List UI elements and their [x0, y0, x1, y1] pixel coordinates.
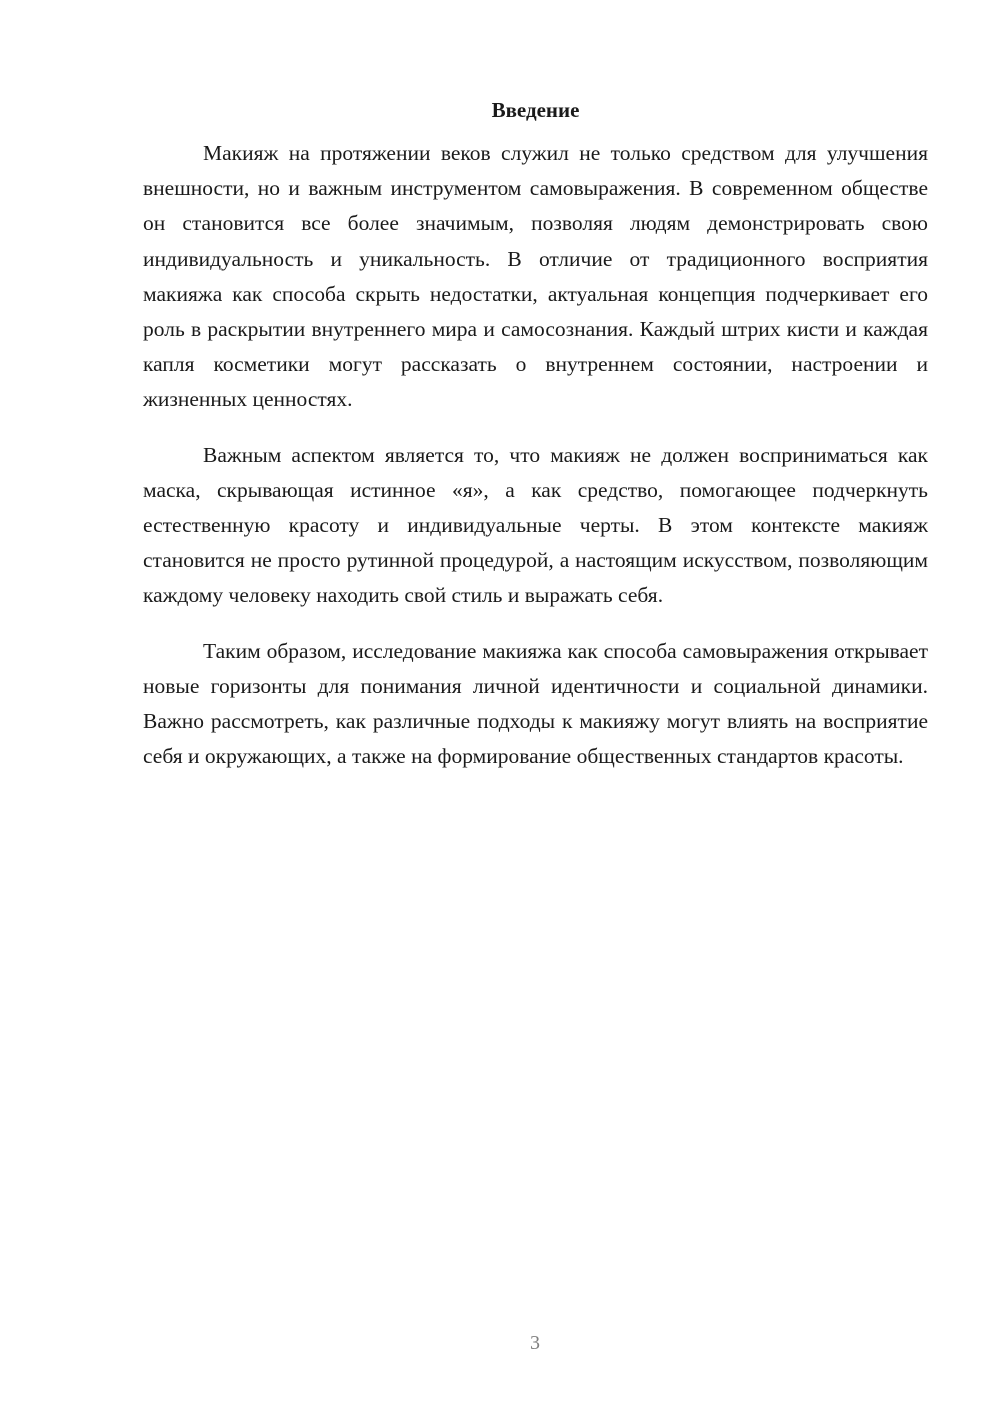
paragraph-2: Важным аспектом является то, что макияж не должен восприниматься как маска, скрывающая истинное «я», а как средство, помогающее подчеркнуть естественную красоту и индивидуальные черты. В этом контексте макияж становится не просто рутинной процедурой, а настоящим искусством, позволяющим каждому человеку находить свой стиль и выражать себя. [143, 442, 928, 608]
page-content [143, 92, 928, 794]
section-title: Введение [491, 98, 580, 122]
paragraph-1: Макияж на протяжении веков служил не только средством для улучшения внешности, но и важным инструментом самовыражения. В современном обществе он становится все более значимым, позволяя людям демонстрировать свою индивидуальность и уникальность. В отличие от традиционного восприятия макияжа как способа скрыть недостатки, актуальная концепция подчеркивает его роль в раскрытии внутреннего мира и самосознания. Каждый штрих кисти и каждая капля косметики могут рассказать о внутреннем состоянии, настроении и жизненных ценностях. [143, 141, 928, 412]
paragraph-3: Таким образом, исследование макияжа как способа самовыражения открывает новые горизонты для понимания личной идентичности и социальной динамики. Важно рассмотреть, как различные подходы к макияжу могут влиять на восприятие себя и окружающих, а также на формирование общественных стандартов красоты. [143, 638, 928, 769]
page-number: 3 [530, 1332, 540, 1354]
